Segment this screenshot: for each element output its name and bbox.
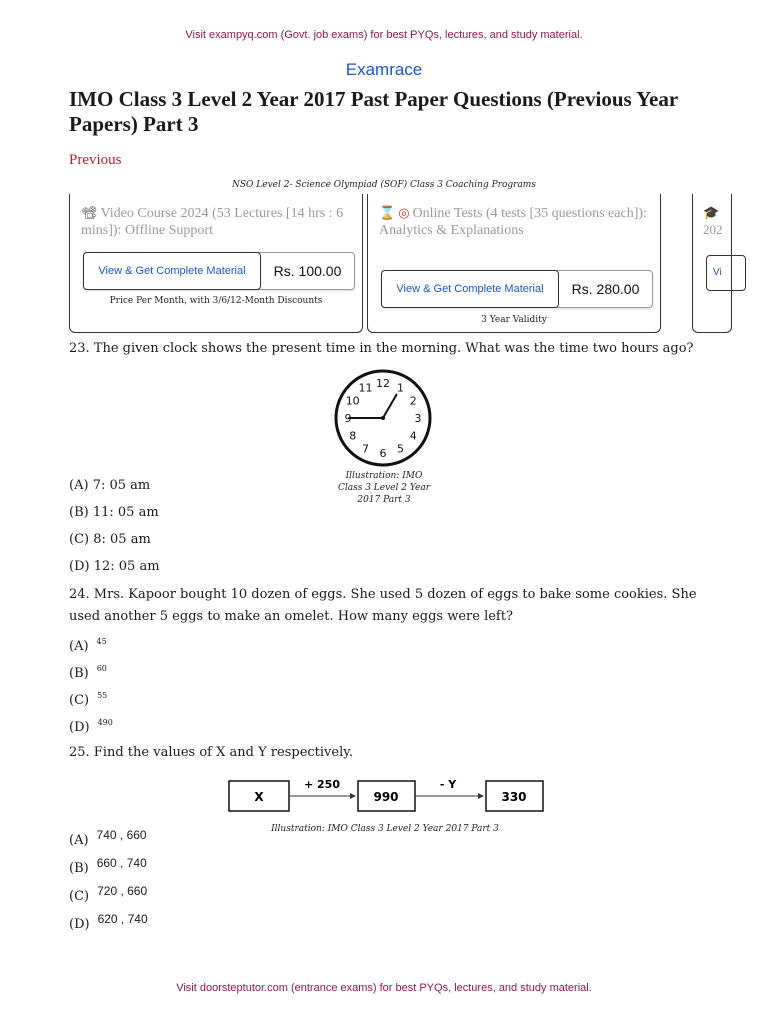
option-label: (A) bbox=[69, 639, 89, 654]
option-value: 11: 05 am bbox=[92, 505, 159, 520]
course-cards-strip[interactable] bbox=[69, 194, 723, 334]
option-label: (C) bbox=[69, 889, 90, 904]
option-value: 12: 05 am bbox=[93, 559, 160, 574]
clock-illustration bbox=[333, 368, 433, 468]
option-value: 55 bbox=[97, 691, 108, 700]
clock-number: 11 bbox=[358, 381, 373, 395]
clock-number: 9 bbox=[344, 412, 352, 425]
clock-number: 3 bbox=[414, 412, 422, 425]
flow-box-x-label: X bbox=[254, 790, 264, 804]
option-value: 60 bbox=[96, 664, 107, 673]
q24-option-d[interactable] bbox=[69, 718, 113, 735]
clock-number: 5 bbox=[397, 442, 404, 456]
clock-number: 12 bbox=[376, 377, 390, 390]
option-label: (B) bbox=[69, 861, 89, 876]
question-24-text: 24. Mrs. Kapoor bought 10 dozen of eggs. She used 5 dozen of eggs to bake some cookies. She used another 5 eggs to make an omelet. How many eggs were left? bbox=[69, 587, 697, 624]
previous-link[interactable]: Previous bbox=[69, 152, 122, 168]
q25-option-a[interactable] bbox=[69, 828, 147, 848]
option-value: 620 , 740 bbox=[97, 912, 148, 926]
validity-note: 3 Year Validity bbox=[481, 315, 547, 325]
figure-caption: Illustration: IMO Class 3 Level 2 Year 2017 Part 3 bbox=[337, 471, 430, 505]
price-value: Rs. 280.00 bbox=[571, 281, 640, 297]
course-card-partial bbox=[692, 194, 732, 333]
view-material-button[interactable]: View & Get Complete Material bbox=[381, 270, 559, 308]
option-label: (B) bbox=[69, 666, 89, 681]
coaching-caption: NSO Level 2- Science Olympiad (SOF) Class 3 Coaching Programs bbox=[232, 180, 536, 190]
course-card-video bbox=[69, 194, 363, 333]
q23-option-d[interactable] bbox=[69, 559, 160, 574]
graduation-cap-icon: 🎓 bbox=[703, 205, 720, 220]
clock-number: 8 bbox=[349, 429, 357, 443]
view-material-button[interactable]: View & Get Complete Material bbox=[83, 252, 261, 290]
clock-number: 2 bbox=[409, 394, 417, 408]
site-name-link[interactable]: Examrace bbox=[345, 60, 423, 79]
price-note: Price Per Month, with 3/6/12-Month Discounts bbox=[109, 296, 323, 306]
video-projector-icon: 📽 bbox=[81, 205, 98, 220]
q25-option-d[interactable] bbox=[69, 912, 148, 932]
option-label: (D) bbox=[69, 559, 90, 574]
option-value: 660 , 740 bbox=[96, 856, 147, 870]
flow-op-2: - Y bbox=[439, 778, 457, 791]
price-box bbox=[83, 252, 355, 290]
option-value: 720 , 660 bbox=[97, 884, 148, 898]
clock-number: 1 bbox=[397, 381, 404, 395]
option-value: 8: 05 am bbox=[93, 532, 151, 547]
option-value: 740 , 660 bbox=[96, 828, 147, 842]
page-title: IMO Class 3 Level 2 Year 2017 Past Paper Questions (Previous Year Papers) Part 3 bbox=[69, 87, 678, 136]
clock-number: 10 bbox=[345, 394, 360, 408]
card-title[interactable]: Online Tests (4 tests [35 questions each]): Analytics & Explanations bbox=[379, 206, 647, 238]
target-icon: ◎ bbox=[398, 205, 410, 220]
option-value: 7: 05 am bbox=[92, 478, 151, 493]
question-25-text: 25. Find the values of X and Y respectively. bbox=[69, 745, 354, 760]
question-23-text: 23. The given clock shows the present time in the morning. What was the time two hours ago? bbox=[69, 341, 694, 356]
q24-option-b[interactable] bbox=[69, 664, 107, 681]
option-label: (B) bbox=[69, 505, 89, 520]
option-label: (C) bbox=[69, 693, 90, 708]
clock-number: 7 bbox=[362, 442, 369, 456]
clock-number: 6 bbox=[379, 447, 387, 460]
option-label: (D) bbox=[69, 720, 90, 735]
bottom-promo-banner[interactable]: Visit doorsteptutor.com (entrance exams) for best PYQs, lectures, and study material. bbox=[176, 982, 592, 994]
q23-option-c[interactable] bbox=[69, 532, 151, 547]
option-value: 45 bbox=[96, 637, 107, 646]
clock-number: 4 bbox=[409, 429, 417, 443]
flow-box-330-label: 330 bbox=[501, 790, 527, 804]
hourglass-icon: ⌛ bbox=[379, 205, 396, 220]
q25-option-c[interactable] bbox=[69, 884, 147, 904]
card-title[interactable]: 202 bbox=[703, 222, 723, 237]
clock-face bbox=[333, 368, 433, 468]
price-value: Rs. 100.00 bbox=[273, 263, 342, 279]
flow-diagram bbox=[225, 774, 550, 818]
clock-center bbox=[381, 416, 385, 420]
q23-option-b[interactable] bbox=[69, 505, 159, 520]
option-value: 490 bbox=[97, 718, 113, 727]
course-card-tests bbox=[367, 194, 661, 333]
option-label: (A) bbox=[69, 478, 89, 493]
flow-box-990-label: 990 bbox=[373, 790, 399, 804]
flow-op-1: + 250 bbox=[303, 778, 341, 791]
option-label: (D) bbox=[69, 917, 90, 932]
q23-option-a[interactable] bbox=[69, 478, 150, 493]
card-title[interactable]: Video Course 2024 (53 Lectures [14 hrs : 6 mins]): Offline Support bbox=[81, 206, 344, 238]
q24-option-a[interactable] bbox=[69, 637, 107, 654]
q25-option-b[interactable] bbox=[69, 856, 147, 876]
option-label: (A) bbox=[69, 833, 89, 848]
view-material-button[interactable]: Vi bbox=[706, 255, 746, 291]
option-label: (C) bbox=[69, 532, 90, 547]
q24-option-c[interactable] bbox=[69, 691, 107, 708]
price-box bbox=[381, 270, 653, 308]
top-promo-banner[interactable]: Visit exampyq.com (Govt. job exams) for best PYQs, lectures, and study material. bbox=[185, 29, 583, 41]
figure-caption: Illustration: IMO Class 3 Level 2 Year 2017 Part 3 bbox=[271, 824, 499, 834]
